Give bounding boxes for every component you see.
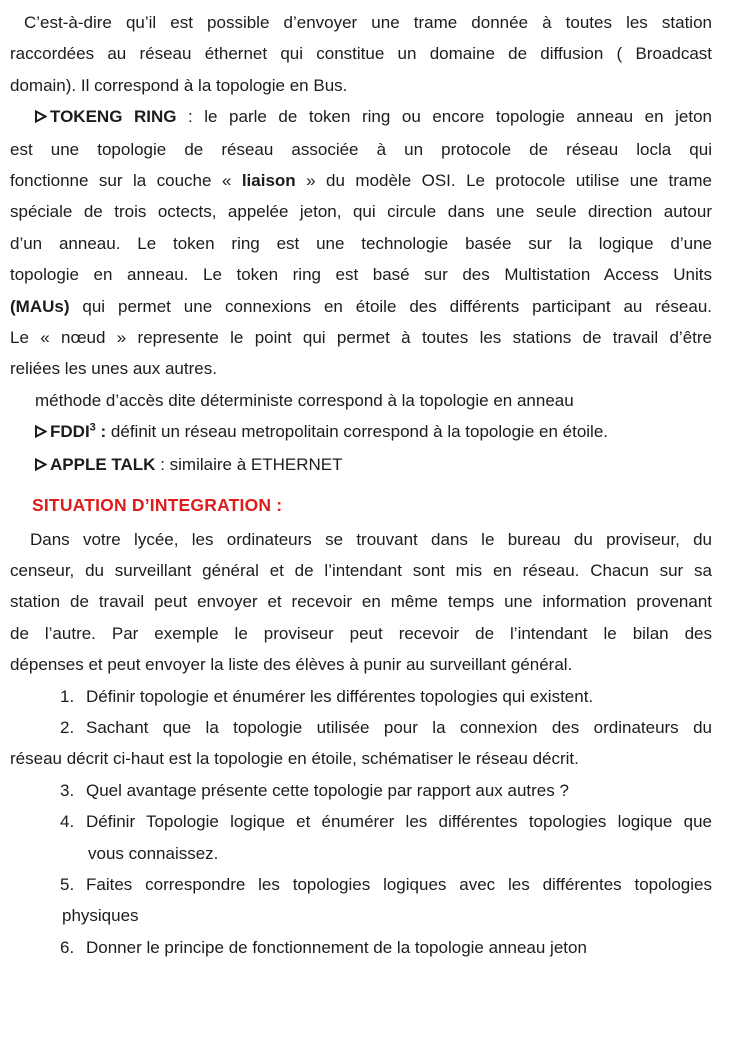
text-line bbox=[0, 291, 732, 322]
text-run: Le « nœud » represente le point qui permet à toutes les stations de travail d’être bbox=[10, 328, 712, 348]
text-run: Définir topologie et énumérer les différentes topologies qui existent. bbox=[86, 686, 594, 706]
text-line bbox=[0, 449, 732, 481]
text-line bbox=[0, 524, 732, 555]
list-number: 5. bbox=[60, 874, 75, 894]
arrowhead-bullet-icon bbox=[35, 450, 50, 481]
text-run: fonctionne sur la couche « bbox=[10, 171, 242, 191]
text-line bbox=[0, 743, 732, 774]
text-line bbox=[0, 70, 732, 101]
text-line bbox=[0, 101, 732, 133]
text-line bbox=[0, 775, 732, 806]
text-line bbox=[0, 555, 732, 586]
text-line bbox=[0, 900, 732, 931]
text-run: (MAUs) bbox=[10, 296, 70, 316]
section-heading bbox=[0, 490, 732, 521]
text-run: FDDI bbox=[50, 422, 90, 442]
text-run: domain). Il correspond à la topologie en Bus. bbox=[10, 75, 348, 95]
text-line bbox=[0, 385, 732, 416]
text-run: spéciale de trois octects, appelée jeton, qui circule dans une seule direction autour bbox=[10, 202, 712, 222]
text-run: TOKENG RING bbox=[50, 107, 177, 127]
text-line bbox=[0, 228, 732, 259]
text-run: topologie en anneau. Le token ring est basé sur des Multistation Access Units bbox=[10, 265, 712, 285]
text-run: d’un anneau. Le token ring est une technologie basée sur la logique d’une bbox=[10, 233, 712, 253]
superscript-footnote-ref: 3 bbox=[89, 421, 96, 434]
text-run: Dans votre lycée, les ordinateurs se trouvant dans le bureau du proviseur, du bbox=[30, 529, 712, 549]
text-run: dépenses et peut envoyer la liste des élèves à punir au surveillant général. bbox=[10, 655, 573, 675]
list-number: 1. bbox=[60, 686, 75, 706]
text-run: censeur, du surveillant général et de l’intendant sont mis en réseau. Chacun sur sa bbox=[10, 560, 712, 580]
text-run: : similaire à ETHERNET bbox=[155, 454, 343, 474]
text-run: SITUATION D’INTEGRATION : bbox=[32, 495, 283, 516]
list-number: 6. bbox=[60, 937, 75, 957]
text-line bbox=[0, 712, 732, 743]
arrowhead-bullet-icon bbox=[35, 102, 50, 133]
text-line bbox=[0, 165, 732, 196]
text-line bbox=[0, 134, 732, 165]
list-number: 4. bbox=[60, 812, 75, 832]
text-run: vous connaissez. bbox=[88, 843, 219, 863]
arrowhead-bullet-icon bbox=[35, 417, 50, 448]
text-run: est une topologie de réseau associée à un protocole de réseau locla qui bbox=[10, 139, 712, 159]
text-run: raccordées au réseau éthernet qui constitue un domaine de diffusion ( Broadcast bbox=[10, 44, 712, 64]
text-line bbox=[0, 353, 732, 384]
text-line bbox=[0, 259, 732, 290]
text-run: » du modèle OSI. Le protocole utilise une trame bbox=[295, 171, 712, 191]
text-line bbox=[0, 38, 732, 69]
text-run: APPLE TALK bbox=[50, 454, 156, 474]
text-run: station de travail peut envoyer et recevoir en même temps une information provenant bbox=[10, 592, 712, 612]
text-run: Faites correspondre les topologies logiques avec les différentes topologies bbox=[86, 874, 712, 894]
text-run: méthode d’accès dite déterministe correspond à la topologie en anneau bbox=[35, 390, 574, 410]
text-line bbox=[0, 416, 732, 448]
text-line bbox=[0, 869, 732, 900]
text-line bbox=[0, 932, 732, 963]
text-run: : bbox=[95, 422, 107, 442]
text-run: C’est-à-dire qu’il est possible d’envoyer une trame donnée à toutes les station bbox=[24, 13, 712, 32]
text-line bbox=[0, 7, 732, 38]
text-line bbox=[0, 681, 732, 712]
text-line bbox=[0, 618, 732, 649]
text-run: Sachant que la topologie utilisée pour la connexion des ordinateurs du bbox=[86, 717, 712, 737]
text-run: reliées les unes aux autres. bbox=[10, 359, 217, 379]
list-number: 2. bbox=[60, 717, 75, 737]
text-line bbox=[0, 586, 732, 617]
text-run: réseau décrit ci-haut est la topologie en étoile, schématiser le réseau décrit. bbox=[10, 749, 579, 769]
text-line bbox=[0, 322, 732, 353]
text-line bbox=[0, 806, 732, 837]
text-run: de l’autre. Par exemple le proviseur peut recevoir de l’intendant le bilan des bbox=[10, 623, 712, 643]
text-run: : le parle de token ring ou encore topologie anneau en jeton bbox=[176, 107, 713, 127]
text-run: Définir Topologie logique et énumérer les différentes topologies logique que bbox=[86, 812, 712, 832]
text-run: Quel avantage présente cette topologie par rapport aux autres ? bbox=[86, 780, 569, 800]
text-run: définit un réseau metropolitain correspond à la topologie en étoile. bbox=[106, 422, 609, 442]
text-line bbox=[0, 649, 732, 680]
text-run: Donner le principe de fonctionnement de la topologie anneau jeton bbox=[86, 937, 587, 957]
text-line bbox=[0, 196, 732, 227]
text-line bbox=[0, 838, 732, 869]
text-run: qui permet une connexions en étoile des différents participant au réseau. bbox=[69, 296, 712, 316]
list-number: 3. bbox=[60, 780, 75, 800]
text-run: physiques bbox=[62, 906, 139, 926]
text-run: liaison bbox=[241, 171, 296, 191]
